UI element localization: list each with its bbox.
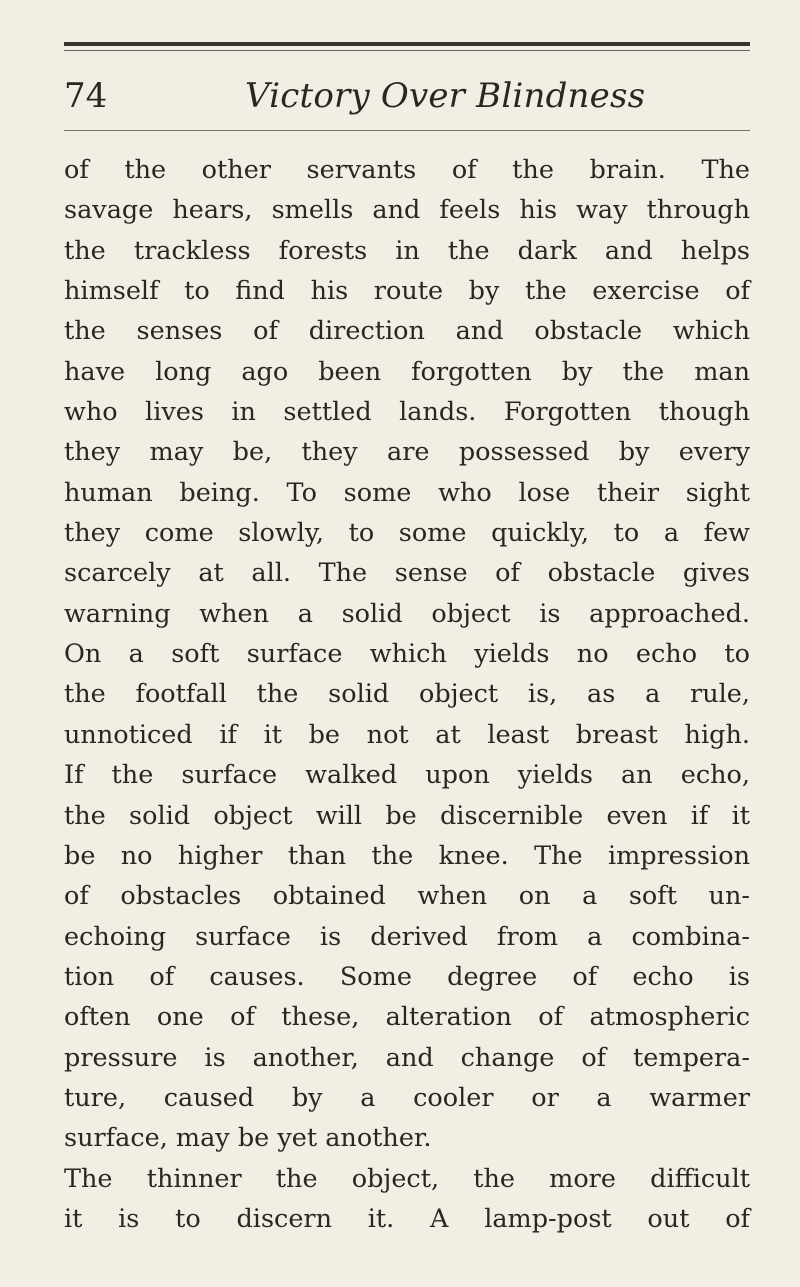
text-line: the footfall the solid object is, as a rule,	[64, 679, 750, 710]
text-line: human being. To some who lose their sight	[64, 477, 750, 508]
text-line: of obstacles obtained when on a soft un-	[64, 881, 750, 912]
book-title: Victory Over Blindness	[245, 76, 646, 116]
text-line: the solid object will be discernible even if it	[64, 800, 750, 831]
page-number: 74	[64, 76, 108, 116]
text-line: have long ago been forgotten by the man	[64, 356, 750, 387]
text-line: If the surface walked upon yields an echo,	[64, 760, 750, 791]
text-line: often one of these, alteration of atmospheric	[64, 1002, 750, 1033]
text-line: unnoticed if it be not at least breast high.	[64, 719, 750, 750]
text-line: surface, may be yet another.	[64, 1123, 432, 1154]
text-line: be no higher than the knee. The impression	[64, 840, 750, 871]
text-line: it is to discern it. A lamp-post out of	[64, 1203, 750, 1234]
text-line: The thinner the object, the more difficult	[64, 1163, 750, 1194]
text-line: who lives in settled lands. Forgotten though	[64, 397, 750, 428]
text-line: they may be, they are possessed by every	[64, 437, 750, 468]
text-line: savage hears, smells and feels his way through	[64, 195, 750, 226]
text-line: pressure is another, and change of tempera-	[64, 1042, 750, 1073]
text-line: echoing surface is derived from a combina-	[64, 921, 750, 952]
header-rule-thin	[64, 50, 750, 51]
body-text	[64, 150, 750, 1239]
text-line: himself to find his route by the exercise of	[64, 276, 750, 307]
text-line: scarcely at all. The sense of obstacle gives	[64, 558, 750, 589]
running-head	[64, 74, 750, 124]
header-rule-bottom	[64, 130, 750, 131]
text-line: warning when a solid object is approached.	[64, 598, 750, 629]
text-line: On a soft surface which yields no echo to	[64, 639, 750, 670]
text-line: tion of causes. Some degree of echo is	[64, 961, 750, 992]
text-line: of the other servants of the brain. The	[64, 155, 750, 185]
text-line: they come slowly, to some quickly, to a few	[64, 518, 750, 549]
header-rule-thick	[64, 42, 750, 46]
text-line: the trackless forests in the dark and helps	[64, 235, 750, 266]
text-line: the senses of direction and obstacle which	[64, 316, 750, 347]
text-line: ture, caused by a cooler or a warmer	[64, 1082, 750, 1113]
